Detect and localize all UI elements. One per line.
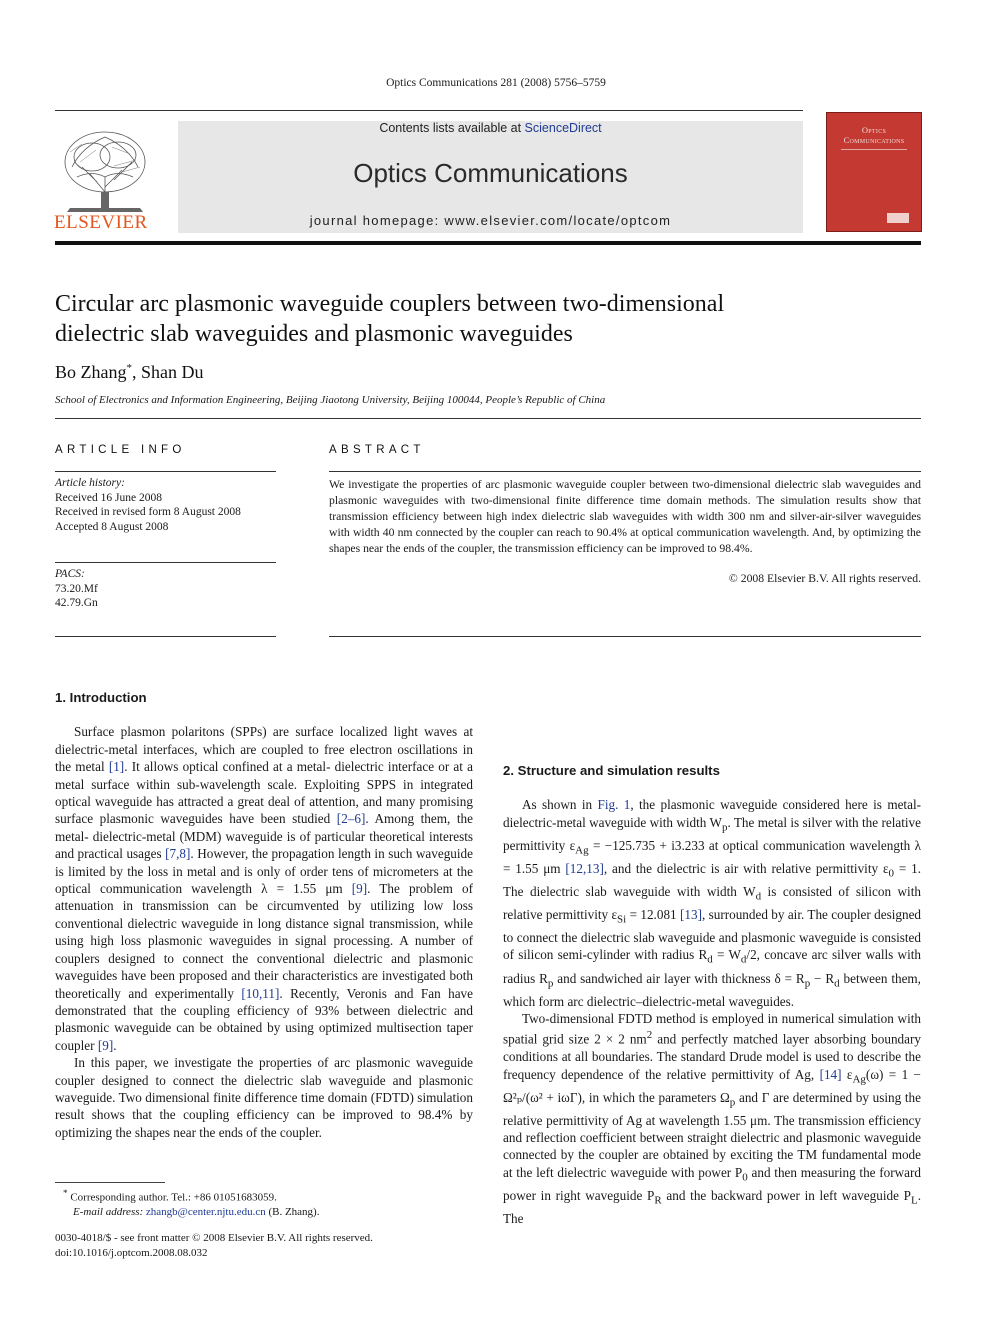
author-list: Bo Zhang*, Shan Du — [55, 362, 204, 382]
article-history: Article history: Received 16 June 2008 Received in revised form 8 August 2008 Accepted 8 August 2008 — [55, 477, 241, 533]
paragraph: Surface plasmon polaritons (SPPs) are surface localized light waves at dielectric-metal interfaces, which are coupled to free electron oscillations in the metal [1]. It allows optical confined at a metal- dielectric interface or at a metal surface within sub-wavelength scale. Exploiting SPPS in integrated optical waveguide has attracted a great deal of attention, and many promising surface plasmonic waveguides have been studied [2–6]. Among them, the metal- dielectric-metal (MDM) waveguide is of particular theoretical interests and practical usages [7,8]. However, the propagation length in such waveguide is limited by the loss in metal and is only of order tens of micrometers at the optical communication wavelength λ = 1.55 μm [9]. The problem of attenuation in transmission can be circumvented by utilizing low loss conventional dielectric waveguide in long distance signal transmission, while using high loss plasmonic waveguides in signal processing. A number of couplers designed to connect the conventional dielectric and plasmonic waveguides have been proposed and their characteristics are investigated both theoretically and experimentally [10,11]. Recently, Veronis and Fan have demonstrated that the coupling efficiency of 93% between dielectric and plasmonic waveguide can be obtained by using optimized multisection taper coupler [9]. — [55, 724, 474, 1053]
author-name: Bo Zhang — [55, 362, 127, 382]
email-link[interactable]: zhangb@center.njtu.edu.cn — [145, 1206, 266, 1219]
corresponding-mark[interactable]: * — [126, 362, 132, 374]
divider — [55, 636, 276, 637]
citation-link[interactable]: [10,11] — [241, 985, 280, 1001]
journal-name: Optics Communications — [353, 158, 628, 188]
page-footer — [55, 1231, 373, 1260]
cover-publisher-mark-icon — [887, 213, 909, 223]
journal-cover-thumbnail — [826, 112, 922, 232]
issn-line: 0030-4018/$ - see front matter © 2008 Elsevier B.V. All rights reserved. — [55, 1232, 373, 1244]
contents-line — [178, 121, 803, 135]
divider — [55, 562, 276, 563]
elsevier-wordmark: ELSEVIER — [54, 212, 148, 233]
author-name: Shan Du — [141, 362, 204, 382]
paragraph: As shown in Fig. 1, the plasmonic waveguide considered here is metal-dielectric-metal waveguide with width $W_p$. The metal is silver with the relative permittivity $\varepsilon_{Ag} = -125.735 + i3.233$ at optical communication wavelength λ = 1.55 μm [12,13], and the dielectric is air with relative permittivity $\varepsilon_0 = 1$. The dielectric slab waveguide with width $W_d$ is consisted of silicon with relative permittivity $\varepsilon_{Si} = 12.081$ [13], surrounded by air. The coupler designed to connect the dielectric slab waveguide and plasmonic waveguide is consisted of silicon semi-cylinder with radius $R_d = W_d/2$, concave arc silver walls with radius $R_p$ and sandwiched air layer with thickness $\delta = R_p - R_d$ between them, which form arc dielectric–dielectric-metal waveguides. — [503, 797, 922, 1009]
divider — [329, 471, 921, 472]
citation-link[interactable]: [12,13] — [565, 860, 604, 876]
header-thick-rule — [55, 241, 921, 245]
citation-link[interactable]: [13] — [679, 907, 702, 922]
article-title: Circular arc plasmonic waveguide couplers between two-dimensional dielectric slab waveguides and plasmonic waveguides — [55, 291, 725, 347]
pacs-codes: PACS: 73.20.Mf 42.79.Gn — [55, 568, 98, 609]
abstract-text: We investigate the properties of arc plasmonic waveguide coupler between two-dimensional dielectric slab waveguides and plasmonic waveguides with two-dimensional finite difference time domain methods. The simulation results show that transmission efficiency between high index dielectric slab waveguides with width 300 nm and silver-air-silver waveguides with width 40 nm connected by the coupler can reach to 90.4% at optical communication wavelength. And, by optimizing the shapes near the ends of the coupler, the transmission efficiency can be improved to 98.4%. — [329, 478, 921, 555]
journal-homepage[interactable]: journal homepage: www.elsevier.com/locate/optcom — [309, 213, 672, 228]
citation-link[interactable]: [7,8] — [165, 846, 191, 862]
journal-masthead — [178, 121, 803, 233]
doi-line[interactable]: doi:10.1016/j.optcom.2008.08.032 — [55, 1246, 208, 1259]
journal-reference: Optics Communications 281 (2008) 5756–5759 — [386, 77, 606, 89]
footnote: * Corresponding author. Tel.: +86 01051683059. E-mail address: zhangb@center.njtu.edu.cn (B. Zhang). — [63, 1188, 320, 1219]
divider — [55, 471, 276, 472]
citation-link[interactable]: [14] — [819, 1066, 842, 1082]
body-column-left — [55, 689, 473, 1141]
section-heading: 1. Introduction — [55, 690, 147, 705]
affiliation: School of Electronics and Information Engineering, Beijing Jiaotong University, Beijing 100044, People’s Republic of China — [55, 394, 606, 406]
cover-title: Optics Communications — [843, 125, 905, 145]
paragraph: In this paper, we investigate the properties of arc plasmonic waveguide coupler designed to connect the dielectric slab waveguide and plasmonic waveguide. Two dimensional finite difference time domain (FDTD) simulation result shows that the coupling efficiency can be improved to 98.4% by optimizing the shapes near the ends of the coupler. — [55, 1055, 473, 1140]
citation-link[interactable]: [9] — [97, 1037, 114, 1053]
divider — [55, 418, 921, 419]
abstract-copyright: © 2008 Elsevier B.V. All rights reserved. — [728, 572, 921, 585]
footnote-rule — [55, 1182, 165, 1183]
article-info-heading: ARTICLE INFO — [55, 444, 186, 456]
contents-prefix: Contents lists available at — [379, 121, 525, 135]
citation-link[interactable]: [9] — [351, 881, 368, 897]
cover-divider — [841, 149, 907, 150]
citation-link[interactable]: [1] — [108, 759, 125, 775]
header-top-rule — [55, 110, 803, 111]
sciencedirect-link[interactable]: ScienceDirect — [524, 121, 602, 135]
section-heading: 2. Structure and simulation results — [503, 763, 720, 778]
paragraph: Two-dimensional FDTD method is employed in numerical simulation with spatial grid size 2 × 2 $nm^2$ and perfectly matched layer absorbing boundary conditions at all boundaries. The standard Drude model is used to describe the frequency dependence of the relative permittivity of Ag, [14] $\varepsilon_{Ag}(\omega) = 1 - \Omega^2_p/(\omega^2 + i\omega\Gamma)$, in which the parameters $\Omega_p$ and Γ are determined by using the relative permittivity of Ag at wavelength 1.55 μm. The transmission efficiency and reflection coefficient between straight dielectric and plasmonic waveguide connected by the coupler are obtained by exciting the TM fundamental mode at the left dielectric waveguide with power $P_0$ and then measuring the forward power in right waveguide $P_R$ and the backward power in left waveguide $P_L$. The — [503, 1010, 921, 1226]
abstract-heading: ABSTRACT — [329, 444, 425, 456]
body-column-right — [503, 689, 921, 1227]
divider — [329, 636, 921, 637]
citation-link[interactable]: [2–6] — [336, 811, 366, 827]
figure-link[interactable]: Fig. 1 — [597, 797, 631, 813]
